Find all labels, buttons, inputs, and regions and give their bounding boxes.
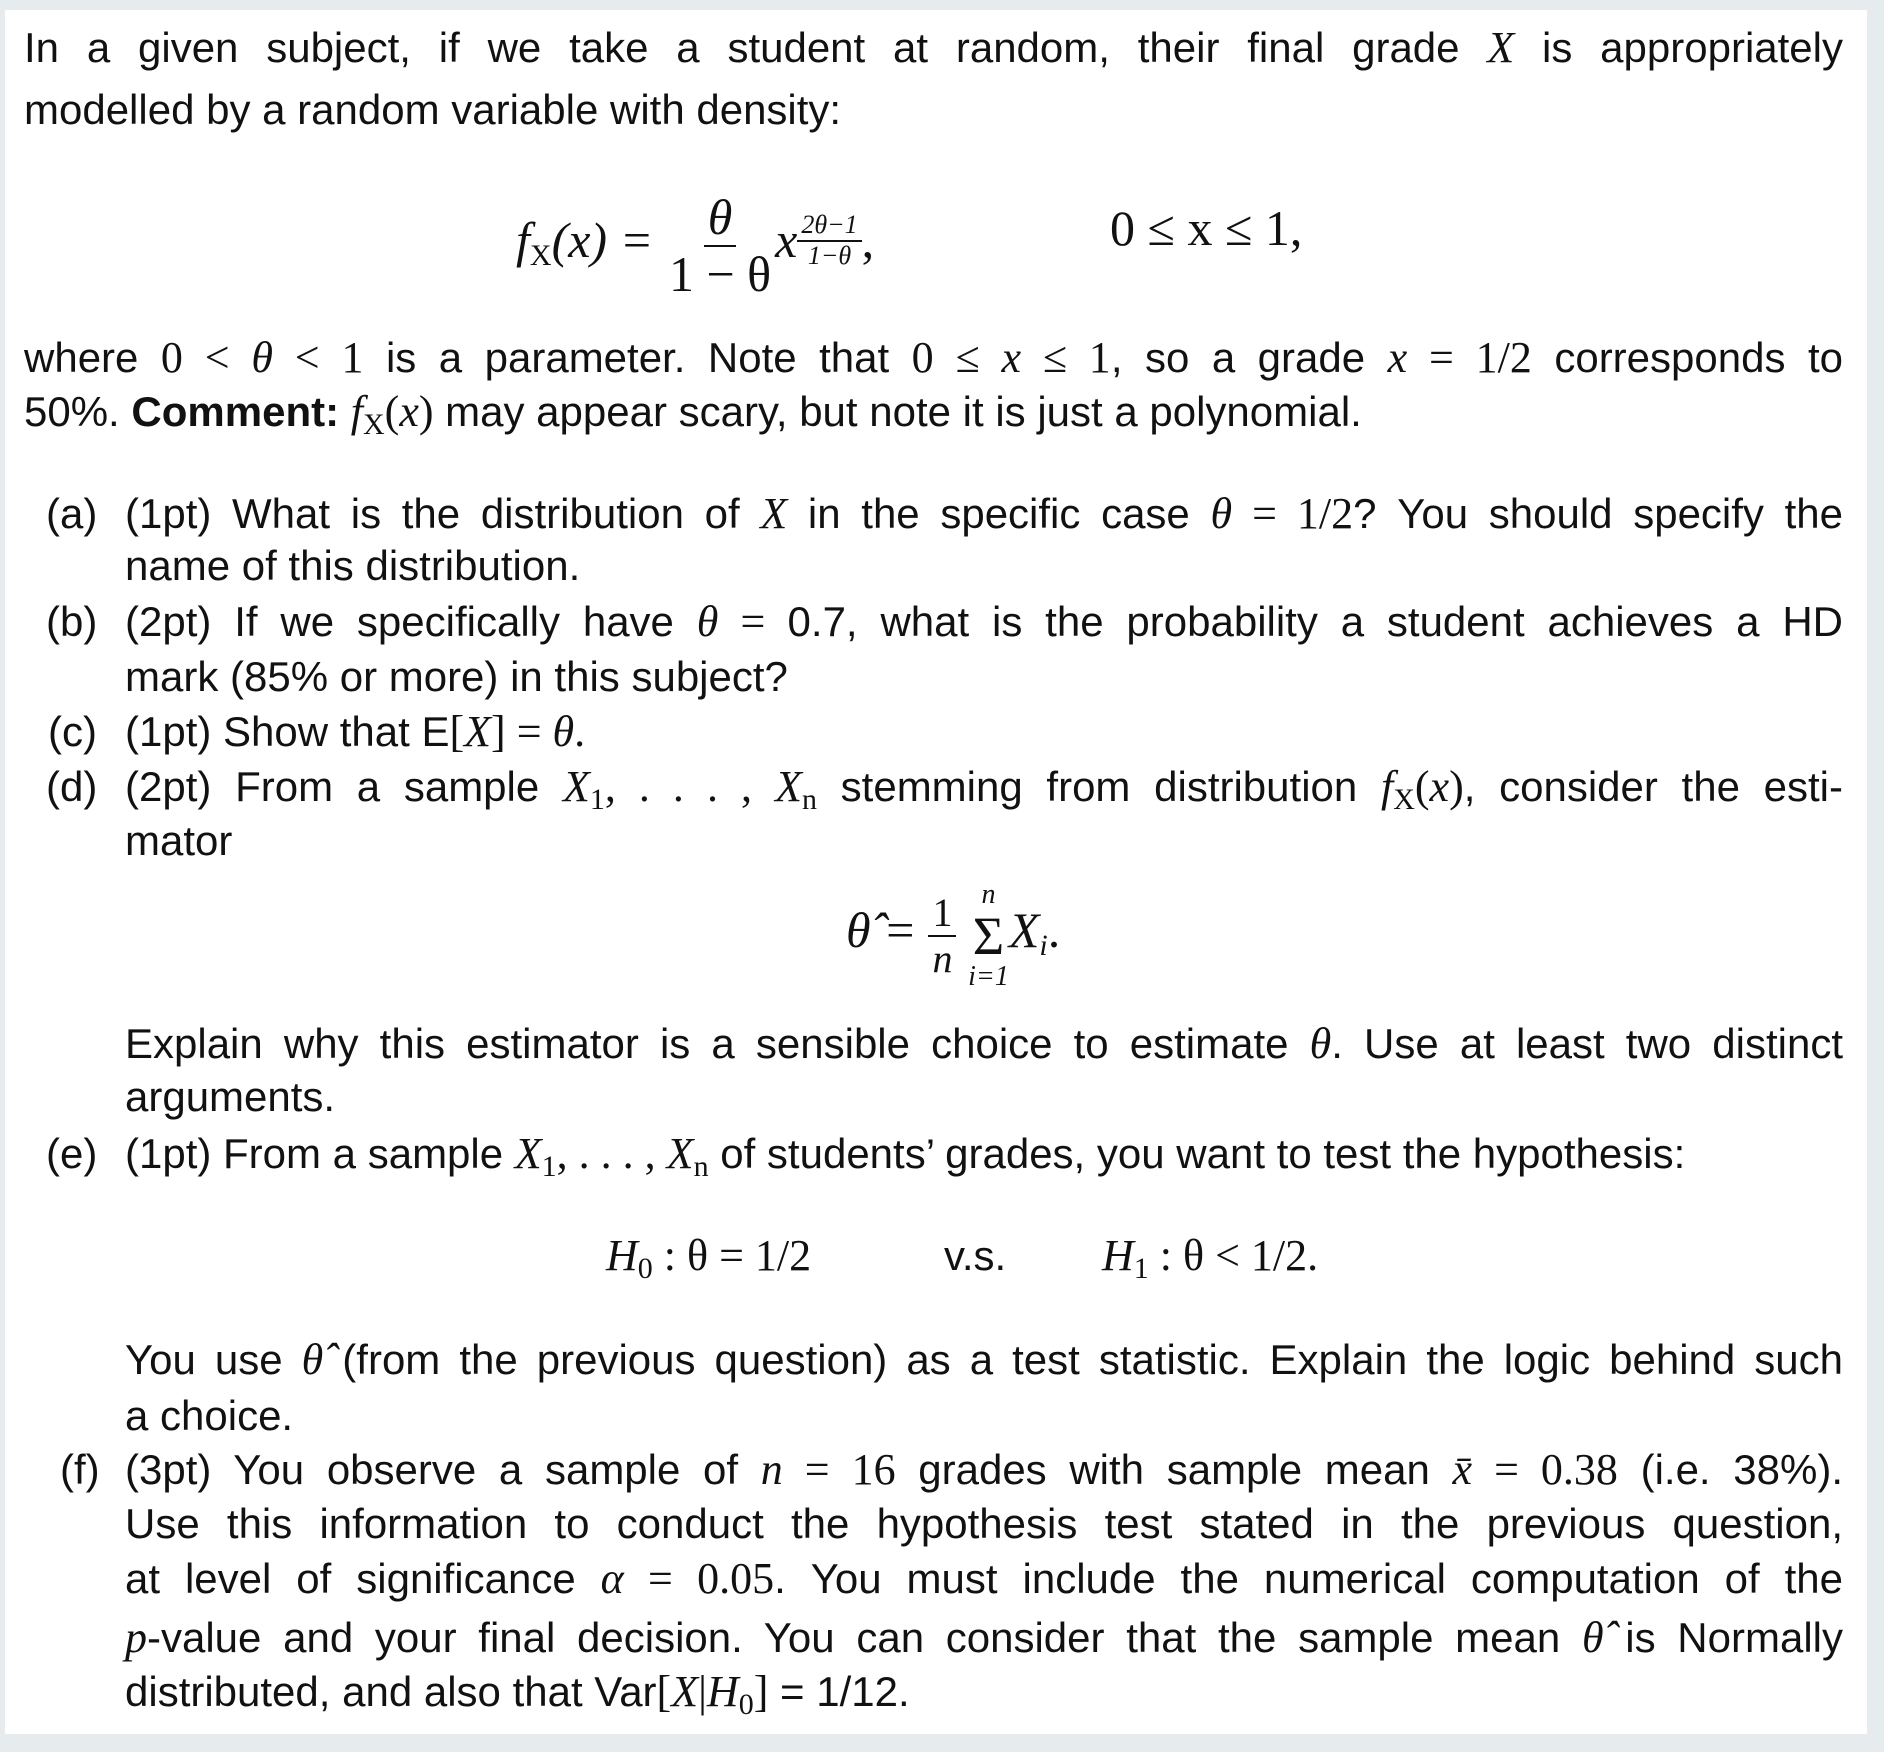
bold-text: Comment: bbox=[131, 388, 340, 435]
math-symbol: X bbox=[671, 1667, 699, 1716]
part-d-line-2 bbox=[125, 814, 232, 868]
text-segment: is Normally bbox=[1603, 1614, 1843, 1661]
math-symbol: θ̂ bbox=[1581, 1613, 1604, 1662]
math-symbol: x bbox=[1001, 333, 1021, 382]
text-segment: of students’ grades, you want to test the hypothesis: bbox=[708, 1130, 1686, 1177]
param-line-2 bbox=[24, 385, 1362, 439]
math-subscript: 1 bbox=[589, 783, 605, 816]
math-symbol: X bbox=[562, 762, 590, 811]
math-symbol: x̄ bbox=[1452, 1445, 1473, 1494]
part-e-line-1 bbox=[125, 1127, 1685, 1181]
math-text: = bbox=[718, 597, 788, 646]
math-symbol: H bbox=[706, 1667, 739, 1716]
math-symbol: X bbox=[775, 762, 802, 811]
math-symbol: f bbox=[350, 387, 363, 436]
text-segment: mator bbox=[125, 817, 233, 864]
part-f-line-2 bbox=[125, 1497, 1843, 1551]
density-fraction: $\frac{\theta}{1 - \theta}$ bbox=[668, 189, 772, 302]
text-segment: stemming from distribution bbox=[816, 763, 1381, 810]
label-c: (c) bbox=[48, 708, 97, 755]
text-segment: -value and your final decision. You can consider that the sample mean bbox=[147, 1614, 1582, 1661]
math-text: = 16 bbox=[782, 1445, 896, 1494]
math-text: | bbox=[698, 1667, 707, 1716]
part-d-line-4 bbox=[125, 1070, 335, 1124]
text-segment: . You must include the numerical computation of the bbox=[774, 1555, 1843, 1602]
math-symbol: α bbox=[600, 1554, 624, 1603]
math-subscript: X bbox=[1393, 783, 1415, 816]
math-text: ≤ 1 bbox=[1021, 333, 1111, 382]
math-symbol: X bbox=[666, 1129, 694, 1178]
math-symbol: X bbox=[464, 707, 492, 756]
math-subscript: 0 bbox=[738, 1688, 754, 1721]
text-segment: name of this distribution. bbox=[125, 542, 581, 589]
param-line-1 bbox=[24, 331, 1843, 385]
math-text: = 0.05 bbox=[623, 1554, 775, 1603]
math-subscript: n bbox=[693, 1150, 709, 1183]
text-segment: may appear scary, but note it is just a polynomial. bbox=[433, 388, 1362, 435]
intro-line-2 bbox=[24, 83, 841, 137]
math-symbol: p bbox=[125, 1613, 147, 1662]
text-segment: arguments. bbox=[125, 1073, 336, 1120]
text-segment: is appropriately bbox=[1514, 24, 1843, 71]
part-a-line-2 bbox=[125, 539, 580, 593]
text-segment: = 1/12. bbox=[768, 1668, 910, 1715]
math-text: , . . . , bbox=[604, 762, 776, 811]
math-subscript: X bbox=[362, 408, 385, 441]
versus-label: v.s. bbox=[944, 1232, 1007, 1279]
text-segment: 50%. bbox=[24, 388, 132, 435]
text-segment: (1pt) What is the distribution of bbox=[125, 490, 761, 537]
math-subscript: n bbox=[801, 783, 817, 816]
part-f-line-1 bbox=[125, 1443, 1843, 1497]
text-segment: (3pt) You observe a sample of bbox=[125, 1446, 761, 1493]
part-a-line-1 bbox=[125, 487, 1843, 541]
math-symbol: θ bbox=[1309, 1019, 1332, 1068]
text-segment: Use this information to conduct the hypothesis test stated in the previous question, bbox=[125, 1500, 1843, 1547]
text-segment: distributed, and also that Var bbox=[125, 1668, 657, 1715]
text-segment: mark (85% or more) in this subject? bbox=[125, 653, 788, 700]
part-e-line-3 bbox=[125, 1389, 293, 1443]
text-segment: in the specific case bbox=[787, 490, 1211, 537]
math-text: ] = bbox=[491, 707, 553, 756]
text-segment: is a parameter. Note that bbox=[363, 334, 912, 381]
math-text: = 1/2 bbox=[1232, 489, 1354, 538]
math-text: = 1/2 bbox=[1407, 333, 1532, 382]
math-symbol: θ bbox=[552, 707, 575, 756]
part-d-line-1 bbox=[125, 760, 1843, 814]
math-symbol: θ̂ bbox=[301, 1335, 324, 1384]
label-a: (a) bbox=[46, 490, 98, 537]
math-text: 0 ≤ bbox=[911, 333, 1002, 382]
math-text: [ bbox=[449, 707, 465, 756]
null-hypothesis: $H_0$ : θ = 1/2 bbox=[606, 1231, 812, 1285]
part-e-line-2 bbox=[125, 1333, 1843, 1387]
part-b-line-1 bbox=[125, 595, 1843, 649]
text-segment: (1pt) From a sample bbox=[125, 1130, 515, 1177]
text-segment: ? You should specify the bbox=[1353, 490, 1843, 537]
math-symbol: x bbox=[1387, 333, 1408, 382]
math-symbol: x bbox=[399, 387, 419, 436]
math-symbol: θ bbox=[1210, 489, 1233, 538]
support-range: 0 ≤ x ≤ 1, bbox=[1110, 200, 1303, 256]
text-segment: . Use at least two distinct bbox=[1331, 1020, 1844, 1067]
text-segment: corresponds to bbox=[1531, 334, 1843, 381]
text-segment: (2pt) If we specifically have bbox=[125, 598, 697, 645]
math-text: = 0.38 bbox=[1472, 1445, 1618, 1494]
intro-line-1 bbox=[24, 21, 1843, 75]
text-segment: Explain why this estimator is a sensible choice to estimate bbox=[125, 1020, 1310, 1067]
math-text: < 1 bbox=[272, 333, 364, 382]
alternative-hypothesis: $H_1$ : θ < 1/2. bbox=[1102, 1231, 1319, 1285]
math-text: ( bbox=[384, 387, 400, 436]
math-text: ] bbox=[753, 1667, 769, 1716]
math-text: ) bbox=[418, 387, 434, 436]
text-segment: a choice. bbox=[125, 1392, 294, 1439]
text-segment: 0.7, what is the probability a student achieves a HD bbox=[787, 598, 1843, 645]
text-segment: at level of significance bbox=[125, 1555, 601, 1602]
math-symbol: θ bbox=[696, 597, 719, 646]
text-segment: grades with sample mean bbox=[895, 1446, 1453, 1493]
text-segment: where bbox=[24, 334, 161, 381]
label-b: (b) bbox=[46, 598, 98, 645]
math-symbol: f bbox=[1380, 762, 1394, 811]
text-segment: (1pt) Show that E bbox=[125, 708, 450, 755]
math-symbol: n bbox=[760, 1445, 783, 1494]
math-symbol: θ bbox=[251, 333, 273, 382]
density-formula: $f_X(x)$ = $\frac{\theta}{1 - \theta}$ x $\frac{2\theta-1}{1-\theta}$ , bbox=[516, 189, 875, 302]
text-segment: modelled by a random variable with density: bbox=[24, 86, 842, 133]
part-b-line-2 bbox=[125, 650, 788, 704]
math-text: , . . . , bbox=[556, 1129, 667, 1178]
text-segment bbox=[339, 388, 351, 435]
text-segment: You use bbox=[125, 1336, 302, 1383]
summation: n Σ i=1 bbox=[968, 878, 1009, 992]
part-d-line-3 bbox=[125, 1017, 1843, 1071]
math-text: ) bbox=[1449, 762, 1464, 811]
label-f: (f) bbox=[60, 1446, 100, 1493]
math-text: ( bbox=[1414, 762, 1430, 811]
part-f-line-4 bbox=[125, 1611, 1843, 1665]
exponent-fraction: $\frac{2\theta-1}{1-\theta}$ bbox=[797, 211, 861, 270]
math-text: 0 < bbox=[160, 333, 252, 382]
part-f-line-3 bbox=[125, 1552, 1843, 1606]
text-segment: (from the previous question) as a test statistic. Explain the logic behind such bbox=[323, 1336, 1844, 1383]
math-symbol: X bbox=[760, 489, 788, 538]
text-segment: (i.e. 38%). bbox=[1617, 1446, 1843, 1493]
text-segment: , so a grade bbox=[1110, 334, 1388, 381]
part-c-line-1 bbox=[125, 705, 585, 759]
math-subscript: 1 bbox=[541, 1150, 557, 1183]
label-d: (d) bbox=[46, 763, 98, 810]
label-e: (e) bbox=[46, 1130, 98, 1177]
math-symbol: x bbox=[1429, 762, 1450, 811]
text-segment: , consider the esti- bbox=[1463, 763, 1844, 810]
math-symbol: X bbox=[514, 1129, 542, 1178]
text-segment: In a given subject, if we take a student at random, their final grade bbox=[24, 24, 1488, 71]
math-text: . bbox=[574, 707, 586, 756]
part-f-line-5 bbox=[125, 1665, 910, 1719]
math-symbol: X bbox=[1487, 23, 1515, 72]
math-text: [ bbox=[656, 1667, 672, 1716]
estimator-formula: θ̂ = $\frac{1}{n}$ n Σ i=1 $X_i$. bbox=[846, 878, 1061, 992]
text-segment: (2pt) From a sample bbox=[125, 763, 563, 810]
